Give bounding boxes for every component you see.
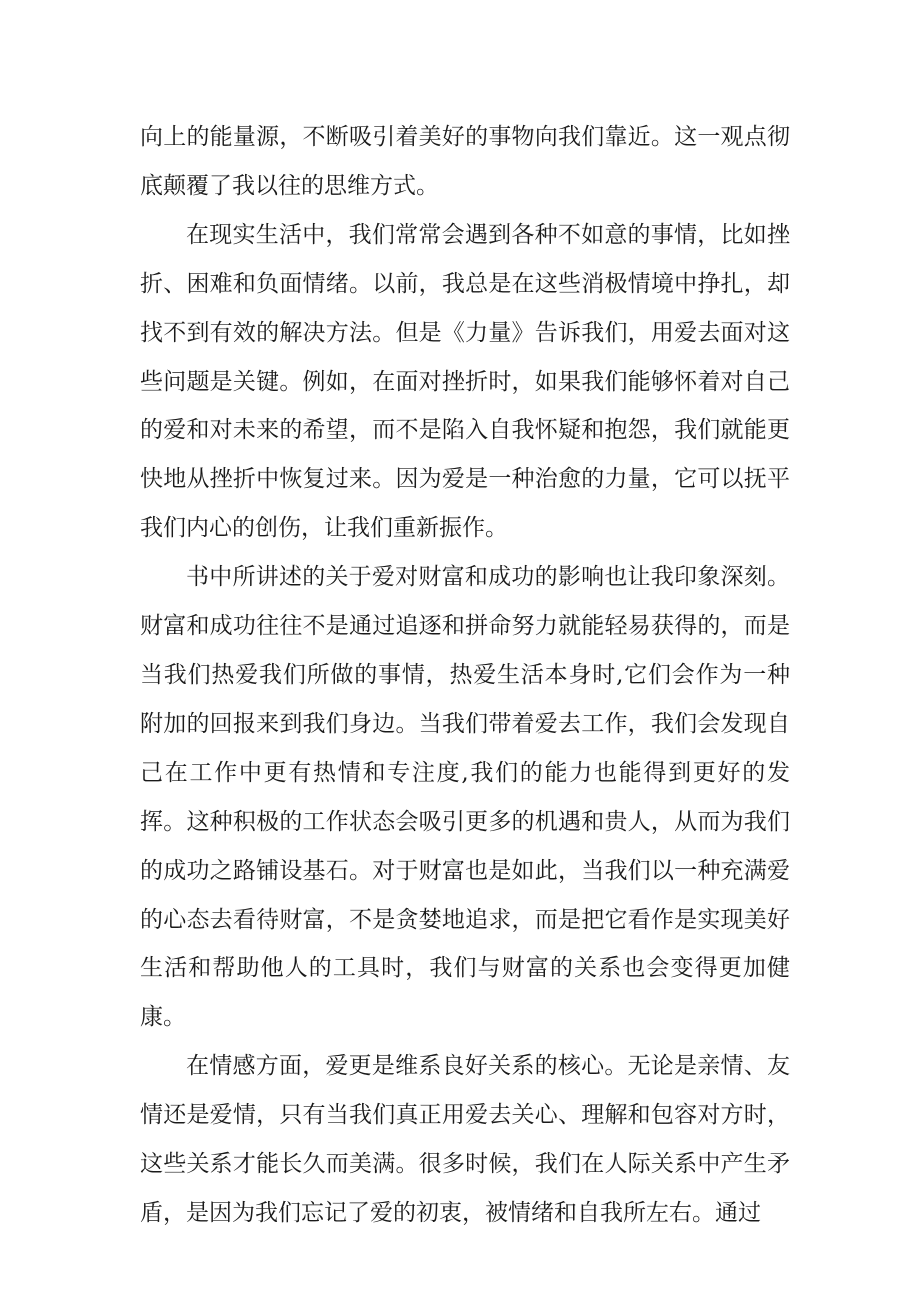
paragraph-wealth-success: 书中所讲述的关于爱对财富和成功的影响也让我印象深刻。财富和成功往往不是通过追逐和拼命努力就能轻易获得的，而是当我们热爱我们所做的事情，热爱生活本身时,它们会作为一种附加的回报来到我们身边。当我们带着爱去工作，我们会发现自己在工作中更有热情和专注度,我们的能力也能得到更好的发挥。这种积极的工作状态会吸引更多的机遇和贵人，从而为我们的成功之路铺设基石。对于财富也是如此，当我们以一种充满爱的心态去看待财富，不是贪婪地追求，而是把它看作是实现美好生活和帮助他人的工具时，我们与财富的关系也会变得更加健康。	[140, 564, 790, 1031]
paragraph-real-life: 在现实生活中，我们常常会遇到各种不如意的事情，比如挫折、困难和负面情绪。以前，我总是在这些消极情境中挣扎，却找不到有效的解决方法。但是《力量》告诉我们，用爱去面对这些问题是关键。例如，在面对挫折时，如果我们能够怀着对自己的爱和对未来的希望，而不是陷入自我怀疑和抱怨，我们就能更快地从挫折中恢复过来。因为爱是一种治愈的力量，它可以抚平我们内心的创伤，让我们重新振作。	[140, 221, 790, 542]
paragraph-continuation: 向上的能量源，不断吸引着美好的事物向我们靠近。这一观点彻底颠覆了我以往的思维方式。	[140, 124, 790, 199]
paragraph-relationships: 在情感方面，爱更是维系良好关系的核心。无论是亲情、友情还是爱情，只有当我们真正用爱去关心、理解和包容对方时，这些关系才能长久而美满。很多时候，我们在人际关系中产生矛盾，是因为我们忘记了爱的初衷，被情绪和自我所左右。通过	[140, 1053, 790, 1226]
document-body	[140, 113, 790, 1238]
